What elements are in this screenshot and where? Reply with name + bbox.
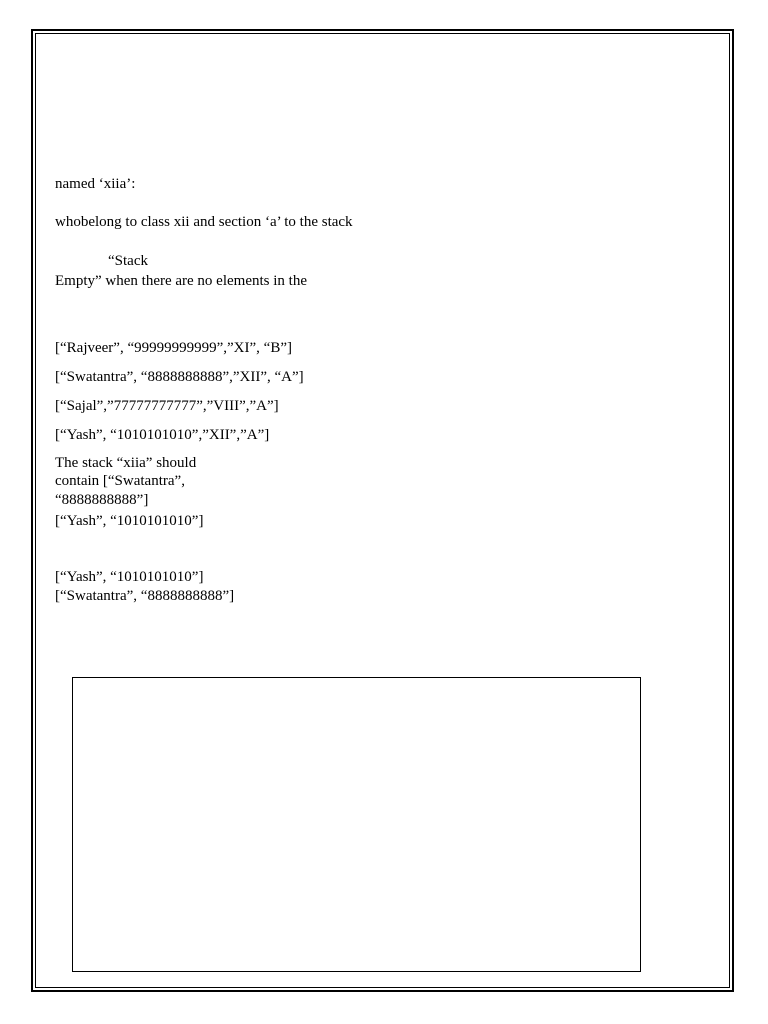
stack-empty-text-part2: Empty” when there are no elements in the [55, 273, 307, 289]
output-line-2: [“Swatantra”, “8888888888”] [55, 588, 235, 604]
record-sajal: [“Sajal”,”77777777777”,”VIII”,”A”] [55, 398, 279, 414]
record-yash: [“Yash”, “1010101010”,”XII”,”A”] [55, 427, 270, 443]
expected-stack-text-1: The stack “xiia” should [55, 455, 197, 471]
expected-stack-text-2: contain [“Swatantra”, [55, 473, 185, 489]
push-condition-text: whobelong to class xii and section ‘a’ to the stack [55, 214, 353, 230]
expected-stack-text-3: “8888888888”] [55, 492, 149, 508]
answer-box [72, 677, 641, 972]
stack-name-text: named ‘xiia’: [55, 176, 136, 192]
record-swatantra: [“Swatantra”, “8888888888”,”XII”, “A”] [55, 369, 304, 385]
expected-stack-text-4: [“Yash”, “1010101010”] [55, 513, 204, 529]
record-rajveer: [“Rajveer”, “99999999999”,”XI”, “B”] [55, 340, 292, 356]
output-line-1: [“Yash”, “1010101010”] [55, 569, 204, 585]
stack-empty-text-part1: “Stack [108, 253, 148, 269]
